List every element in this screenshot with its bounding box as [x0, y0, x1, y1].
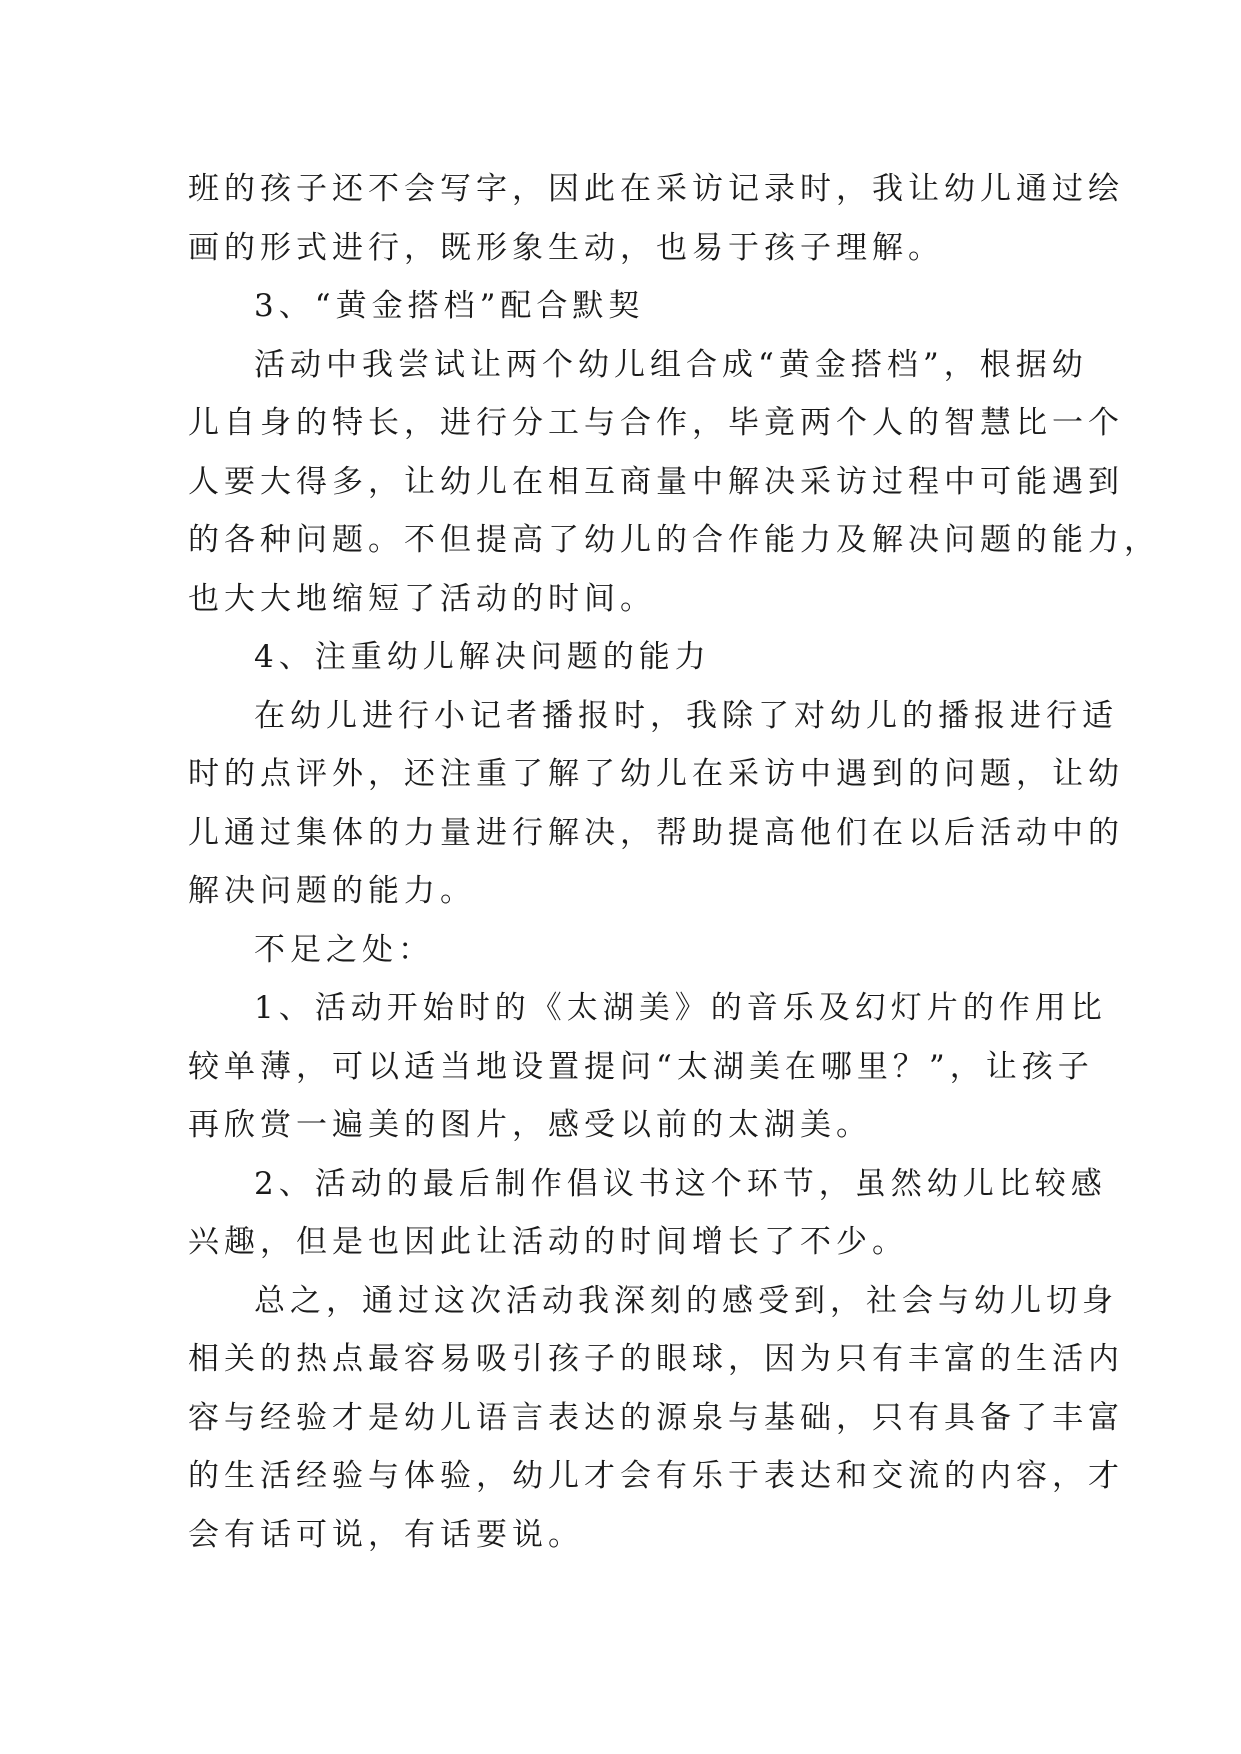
text-line: 的生活经验与体验，幼儿才会有乐于表达和交流的内容，才	[188, 1458, 1124, 1494]
text-line: 较单薄，可以适当地设置提问“太湖美在哪里？”，让孩子	[188, 1048, 1094, 1085]
text-line: 时的点评外，还注重了解了幼儿在采访中遇到的问题，让幼	[188, 756, 1124, 792]
section-heading: 不足之处：	[254, 931, 434, 968]
text-line: 会有话可说，有话要说。	[188, 1516, 584, 1553]
text-line: 解决问题的能力。	[188, 873, 476, 909]
text-line: 儿通过集体的力量进行解决，帮助提高他们在以后活动中的	[188, 814, 1124, 851]
text-line: 班的孩子还不会写字，因此在采访记录时，我让幼儿通过绘	[188, 171, 1124, 207]
section-heading: 3、“黄金搭档”配合默契	[254, 288, 645, 324]
document-body	[188, 160, 1160, 1564]
text-line: 儿自身的特长，进行分工与合作，毕竟两个人的智慧比一个	[188, 405, 1124, 441]
paragraph-first-line: 活动中我尝试让两个幼儿组合成“黄金搭档”，根据幼	[254, 346, 1088, 383]
text-line: 人要大得多，让幼儿在相互商量中解决采访过程中可能遇到	[188, 463, 1124, 500]
section-heading: 4、注重幼儿解决问题的能力	[254, 639, 711, 675]
paragraph-first-line: 1、活动开始时的《太湖美》的音乐及幻灯片的作用比	[254, 990, 1107, 1026]
text-line: 容与经验才是幼儿语言表达的源泉与基础，只有具备了丰富	[188, 1399, 1124, 1436]
text-line: 画的形式进行，既形象生动，也易于孩子理解。	[188, 229, 944, 266]
text-line: 再欣赏一遍美的图片，感受以前的太湖美。	[188, 1107, 872, 1143]
text-line: 相关的热点最容易吸引孩子的眼球，因为只有丰富的生活内	[188, 1341, 1124, 1377]
text-line: 兴趣，但是也因此让活动的时间增长了不少。	[188, 1224, 908, 1260]
paragraph-first-line: 2、活动的最后制作倡议书这个环节，虽然幼儿比较感	[254, 1165, 1107, 1202]
paragraph-first-line: 总之，通过这次活动我深刻的感受到，社会与幼儿切身	[254, 1282, 1118, 1319]
text-line: 的各种问题。不但提高了幼儿的合作能力及解决问题的能力，	[188, 522, 1160, 558]
paragraph-first-line: 在幼儿进行小记者播报时，我除了对幼儿的播报进行适	[254, 697, 1118, 734]
text-line: 也大大地缩短了活动的时间。	[188, 580, 656, 617]
